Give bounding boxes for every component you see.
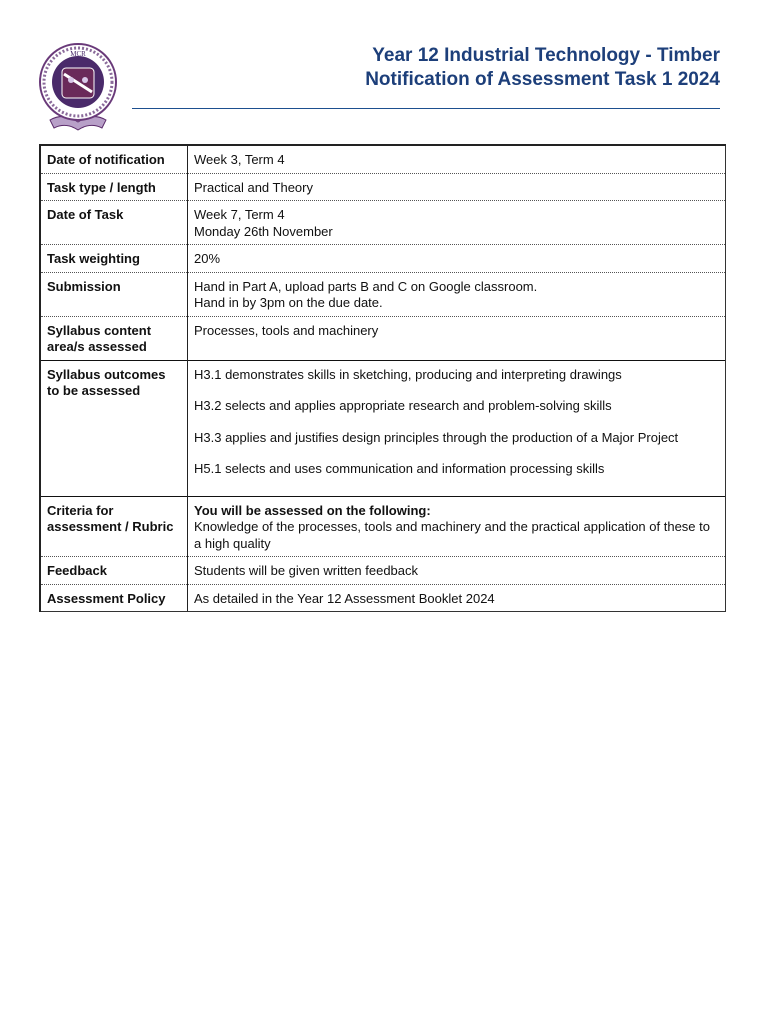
row-value: [188, 201, 726, 245]
table-row: [40, 245, 726, 273]
assessment-task-table: [39, 144, 726, 612]
row-label: Task weighting: [40, 245, 188, 273]
row-value: Practical and Theory: [188, 173, 726, 201]
table-row: [40, 360, 726, 496]
outcome-item: H3.1 demonstrates skills in sketching, producing and interpreting drawings: [194, 366, 622, 382]
outcome-item: H5.1 selects and uses communication and information processing skills: [194, 461, 605, 476]
row-label: Date of notification: [40, 145, 188, 173]
table-row: [40, 584, 726, 612]
table-row: [40, 173, 726, 201]
row-value: [188, 272, 726, 316]
title-line-1: Year 12 Industrial Technology - Timber: [372, 45, 720, 66]
row-label: Date of Task: [40, 201, 188, 245]
outcomes-list: [188, 360, 726, 496]
row-label: Criteria for assessment / Rubric: [40, 496, 188, 557]
table-row: [40, 316, 726, 360]
row-label: Feedback: [40, 557, 188, 585]
table-row: [40, 272, 726, 316]
table-row: [40, 557, 726, 585]
criteria-text: Knowledge of the processes, tools and machinery and the practical application of these to a high quality: [194, 519, 710, 551]
row-label: Syllabus outcomes to be assessed: [40, 360, 188, 496]
title-line-2: Notification of Assessment Task 1 2024: [365, 69, 720, 90]
outcome-item: H3.2 selects and applies appropriate research and problem-solving skills: [194, 398, 612, 413]
school-crest-logo: [34, 38, 122, 132]
title-divider: [132, 108, 720, 109]
row-value: 20%: [188, 245, 726, 273]
row-label: Submission: [40, 272, 188, 316]
submission-line-2: Hand in by 3pm on the due date.: [194, 295, 383, 310]
table-row: [40, 145, 726, 173]
row-label: Syllabus content area/s assessed: [40, 316, 188, 360]
row-label: Task type / length: [40, 173, 188, 201]
row-value: Week 3, Term 4: [188, 145, 726, 173]
row-value: As detailed in the Year 12 Assessment Booklet 2024: [188, 584, 726, 612]
submission-line-1: Hand in Part A, upload parts B and C on Google classroom.: [194, 278, 538, 294]
table-row: [40, 201, 726, 245]
row-label: Assessment Policy: [40, 584, 188, 612]
crest-lettering: MCR: [70, 50, 86, 58]
criteria-heading: You will be assessed on the following:: [194, 502, 431, 518]
table-row: [40, 496, 726, 557]
document-title: [365, 44, 720, 92]
crest-icon: [34, 38, 122, 132]
row-value: Processes, tools and machinery: [188, 316, 726, 360]
outcome-item: H3.3 applies and justifies design principles through the production of a Major Project: [194, 429, 679, 445]
date-of-task-week: Week 7, Term 4: [194, 207, 285, 222]
row-value: [188, 496, 726, 557]
row-value: Students will be given written feedback: [188, 557, 726, 585]
date-of-task-date: Monday 26th November: [194, 223, 333, 239]
